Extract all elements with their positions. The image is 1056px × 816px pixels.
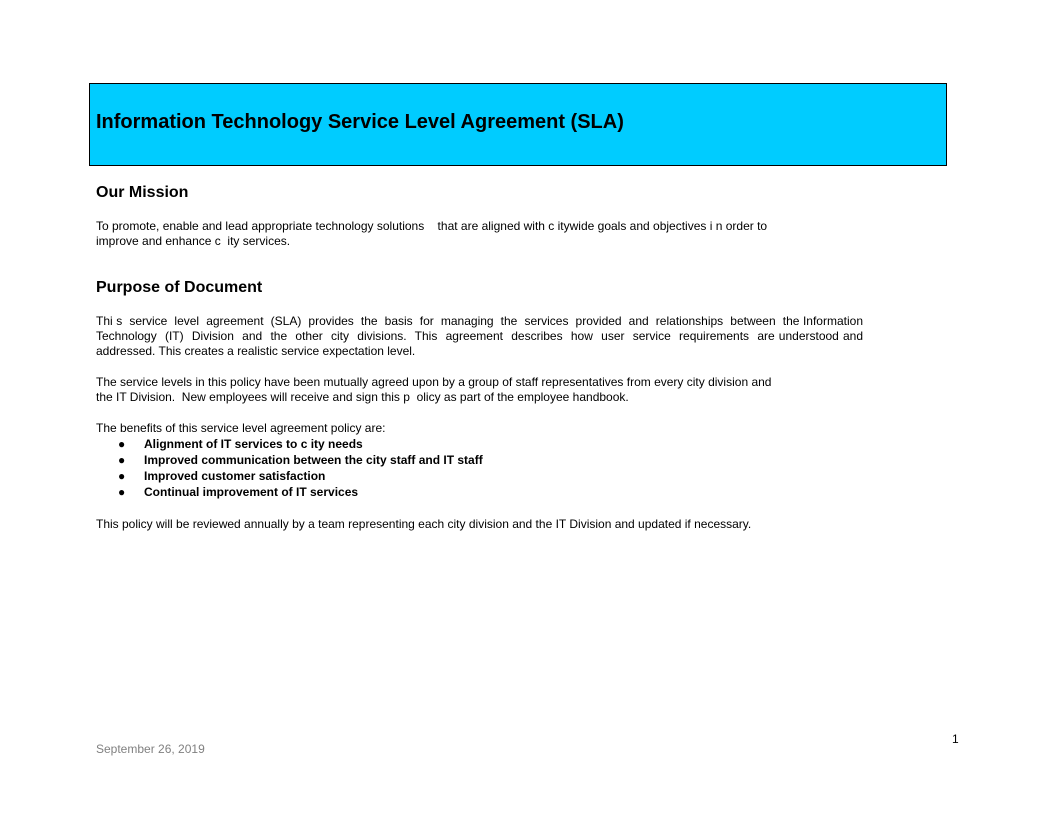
bullet-icon: ● [118, 485, 126, 499]
mission-text-line2: improve and enhance c ity services. [96, 234, 291, 248]
list-item [96, 452, 483, 468]
benefit-text: Continual improvement of IT services [144, 485, 359, 499]
title-banner [89, 83, 947, 166]
purpose-paragraph-2-line1: The service levels in this policy have been mutually agreed upon by a group of staff representatives from every city division and [96, 375, 772, 389]
bullet-icon: ● [118, 469, 126, 483]
purpose-paragraph-1: Thi s service level agreement (SLA) provides the basis for managing the services provided and relationships between the Information Technology (IT) Division and the other city divisions. This agreement describes how user service requirements are understood and addressed. This creates a realistic service expectation level. [96, 314, 870, 358]
benefits-intro: The benefits of this service level agreement policy are: [96, 421, 386, 435]
footer-date: September 26, 2019 [96, 742, 205, 756]
document-title: Information Technology Service Level Agreement (SLA) [96, 111, 624, 133]
review-note: This policy will be reviewed annually by a team representing each city division and the IT Division and updated if necessary. [96, 517, 752, 531]
benefit-text: Alignment of IT services to c ity needs [144, 437, 363, 451]
mission-heading: Our Mission [96, 184, 189, 201]
benefit-text: Improved customer satisfaction [144, 469, 326, 483]
mission-text [96, 219, 767, 249]
purpose-paragraph-2-line2: the IT Division. New employees will receive and sign this p olicy as part of the employee handbook. [96, 390, 629, 404]
benefit-text: Improved communication between the city staff and IT staff [144, 453, 483, 467]
bullet-icon: ● [118, 437, 126, 451]
bullet-icon: ● [118, 453, 126, 467]
mission-text-line1: To promote, enable and lead appropriate technology solutions that are aligned with c itywide goals and objectives i n order to [96, 219, 768, 233]
list-item [96, 468, 483, 484]
page-number: 1 [952, 732, 959, 746]
list-item [96, 484, 483, 500]
list-item [96, 436, 483, 452]
benefits-list [96, 436, 483, 500]
purpose-paragraph-2 [96, 375, 771, 405]
purpose-heading: Purpose of Document [96, 279, 263, 296]
